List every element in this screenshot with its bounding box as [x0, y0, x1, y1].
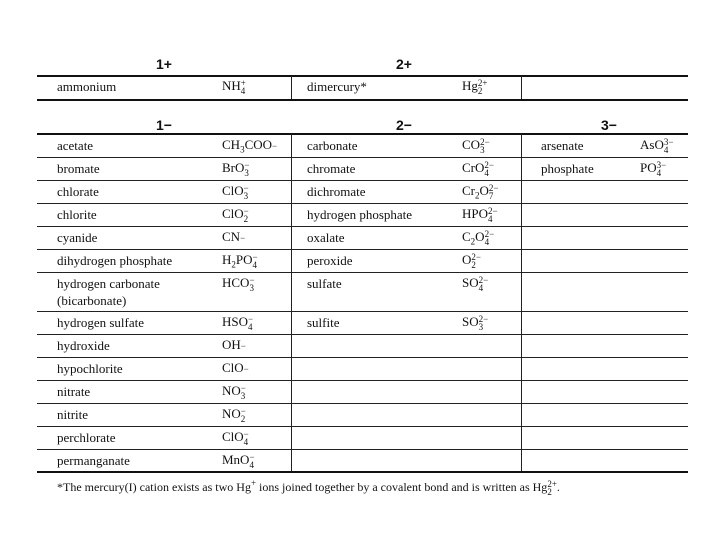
anion-name: arsenate — [541, 138, 584, 153]
anion-formula: CO 2− 3 — [462, 137, 490, 156]
anion-name: carbonate — [307, 138, 358, 153]
anion-formula: NO − 2 — [222, 406, 246, 425]
anion-name: chlorate — [57, 184, 99, 199]
header-1plus: 1+ — [156, 56, 172, 72]
cation-name: ammonium — [57, 79, 117, 94]
anion-formula: SO 2− 4 — [462, 275, 489, 294]
cation-formula: NH + 4 — [222, 78, 246, 97]
anion-name: sulfite — [307, 315, 340, 330]
cation-bottom-rule — [37, 99, 688, 101]
anion-name: chromate — [307, 161, 356, 176]
anion-formula: PO 3− 4 — [640, 160, 667, 179]
anion-formula: BrO − 3 — [222, 160, 250, 179]
footnote: *The mercury(I) cation exists as two Hg+ ions joined together by a covalent bond and is written as Hg 2+ 2 . — [57, 478, 560, 498]
anion-name: chlorite — [57, 207, 97, 222]
anion-name: hydrogen phosphate — [307, 207, 413, 222]
column-divider — [291, 134, 292, 471]
row-rule — [37, 426, 688, 427]
anion-name: bromate — [57, 161, 100, 176]
row-rule — [37, 334, 688, 335]
column-divider — [521, 76, 522, 99]
anion-formula: $C_2O$ 2− 4 — [462, 229, 495, 248]
row-rule — [37, 157, 688, 158]
anion-name: hydroxide — [57, 338, 110, 353]
row-rule — [37, 403, 688, 404]
row-rule — [37, 272, 688, 273]
header-1minus: 1− — [156, 117, 172, 133]
anion-name: hydrogen carbonate — [57, 276, 160, 291]
anion-formula: CrO 2− 4 — [462, 160, 494, 179]
row-rule — [37, 449, 688, 450]
cation-formula: Hg 2+ 2 — [462, 78, 488, 97]
header-2plus: 2+ — [396, 56, 412, 72]
anion-name: dichromate — [307, 184, 366, 199]
anion-formula: HSO − 4 — [222, 314, 254, 333]
anion-formula: $Cr_2O$ 2− 7 — [462, 183, 499, 202]
anion-formula: ClO − 3 — [222, 183, 249, 202]
anion-name: hypochlorite — [57, 361, 123, 376]
anion-name: nitrite — [57, 407, 89, 422]
row-rule — [37, 203, 688, 204]
cation-name: dimercury* — [307, 79, 367, 94]
anion-formula: SO 2− 3 — [462, 314, 489, 333]
anion-top-rule — [37, 133, 688, 135]
anion-formula: $H_2PO$ − 4 — [222, 252, 258, 271]
anion-formula: HCO − 3 — [222, 275, 255, 294]
row-rule — [37, 380, 688, 381]
anion-formula: O 2− 2 — [462, 252, 481, 271]
row-rule — [37, 249, 688, 250]
row-rule — [37, 357, 688, 358]
anion-formula: ClO − 4 — [222, 429, 249, 448]
anion-name: dihydrogen phosphate — [57, 253, 173, 268]
anion-name: cyanide — [57, 230, 98, 245]
header-3minus: 3− — [601, 117, 617, 133]
row-rule — [37, 180, 688, 181]
cation-top-rule — [37, 75, 688, 77]
anion-name: perchlorate — [57, 430, 116, 445]
row-rule — [37, 226, 688, 227]
header-2minus: 2− — [396, 117, 412, 133]
anion-formula: $CH_3COO$ − — [222, 137, 278, 155]
anion-formula: ClO − — [222, 360, 249, 375]
column-divider — [291, 76, 292, 99]
anion-name: permanganate — [57, 453, 130, 468]
anion-name: nitrate — [57, 384, 91, 399]
anion-formula: CN − — [222, 229, 246, 244]
anion-formula: MnO − 4 — [222, 452, 255, 471]
anion-name: sulfate — [307, 276, 342, 291]
anion-formula: OH − — [222, 337, 246, 352]
anion-formula: AsO 3− 4 — [640, 137, 674, 156]
anion-name-alt: (bicarbonate) — [57, 293, 127, 308]
column-divider — [521, 134, 522, 471]
anion-name: phosphate — [541, 161, 594, 176]
anion-name: acetate — [57, 138, 94, 153]
anion-formula: HPO 2− 4 — [462, 206, 498, 225]
anion-formula: NO − 3 — [222, 383, 246, 402]
anion-name: hydrogen sulfate — [57, 315, 145, 330]
anion-name: oxalate — [307, 230, 345, 245]
row-rule — [37, 311, 688, 312]
anion-formula: ClO − 2 — [222, 206, 249, 225]
anion-bottom-rule — [37, 471, 688, 473]
anion-name: peroxide — [307, 253, 353, 268]
